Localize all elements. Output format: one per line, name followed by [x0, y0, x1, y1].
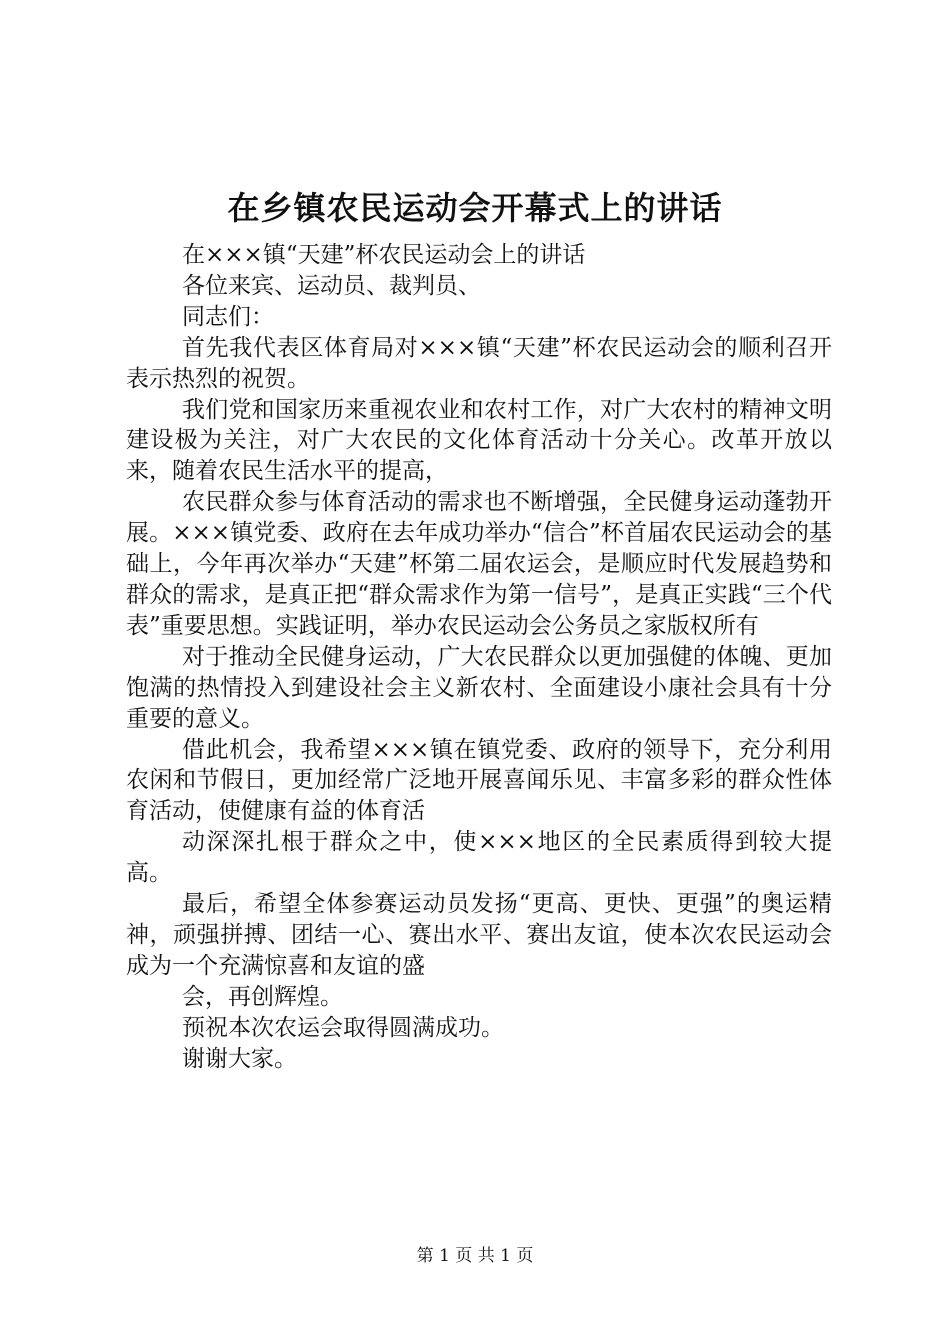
paragraph-hope-continued: 动深深扎根于群众之中，使×××地区的全民素质得到较大提高。	[126, 829, 832, 887]
paragraph-glory: 会，再创辉煌。	[182, 983, 343, 1010]
paragraph-salutation-comrades: 同志们：	[182, 303, 274, 330]
paragraph-wish-success: 预祝本次农运会取得圆满成功。	[182, 1014, 504, 1041]
document-body	[126, 240, 832, 1074]
paragraph-thanks: 谢谢大家。	[182, 1045, 297, 1072]
paragraph-sports-demand: 农民群众参与体育活动的需求也不断增强，全民健身运动蓬勃开展。×××镇党委、政府在去年成功举办“信合”杯首届农民运动会的基础上，今年再次举办“天建”杯第二届农运会，是顺应时代发展趋势和群众的需求，是真正把“群众需求作为第一信号”，是真正实践“三个代表”重要思想。实践证明，举办农民运动会公务员之家版权所有	[126, 489, 832, 639]
page-title: 在乡镇农民运动会开幕式上的讲话	[227, 189, 723, 227]
paragraph-subtitle: 在×××镇“天建”杯农民运动会上的讲话	[182, 242, 586, 268]
paragraph-party-attention: 我们党和国家历来重视农业和农村工作，对广大农村的精神文明建设极为关注，对广大农民的文化体育活动十分关心。改革开放以来，随着农民生活水平的提高，	[126, 396, 832, 485]
page-footer: 第 1 页 共 1 页	[416, 1246, 534, 1266]
paragraph-hope: 借此机会，我希望×××镇在镇党委、政府的领导下，充分利用农闲和节假日，更加经常广泛地开展喜闻乐见、丰富多彩的群众性体育活动，使健康有益的体育活	[126, 736, 832, 825]
paragraph-salutation: 各位来宾、运动员、裁判员、	[182, 272, 481, 299]
paragraph-olympic-spirit: 最后，希望全体参赛运动员发扬“更高、更快、更强”的奥运精神，顽强拼搏、团结一心、赛出水平、赛出友谊，使本次农民运动会成为一个充满惊喜和友谊的盛	[126, 891, 832, 979]
paragraph-significance: 对于推动全民健身运动，广大农民群众以更加强健的体魄、更加饱满的热情投入到建设社会主义新农村、全面建设小康社会具有十分重要的意义。	[126, 643, 832, 732]
paragraph-congratulations: 首先我代表区体育局对×××镇“天建”杯农民运动会的顺利召开表示热烈的祝贺。	[126, 334, 832, 392]
